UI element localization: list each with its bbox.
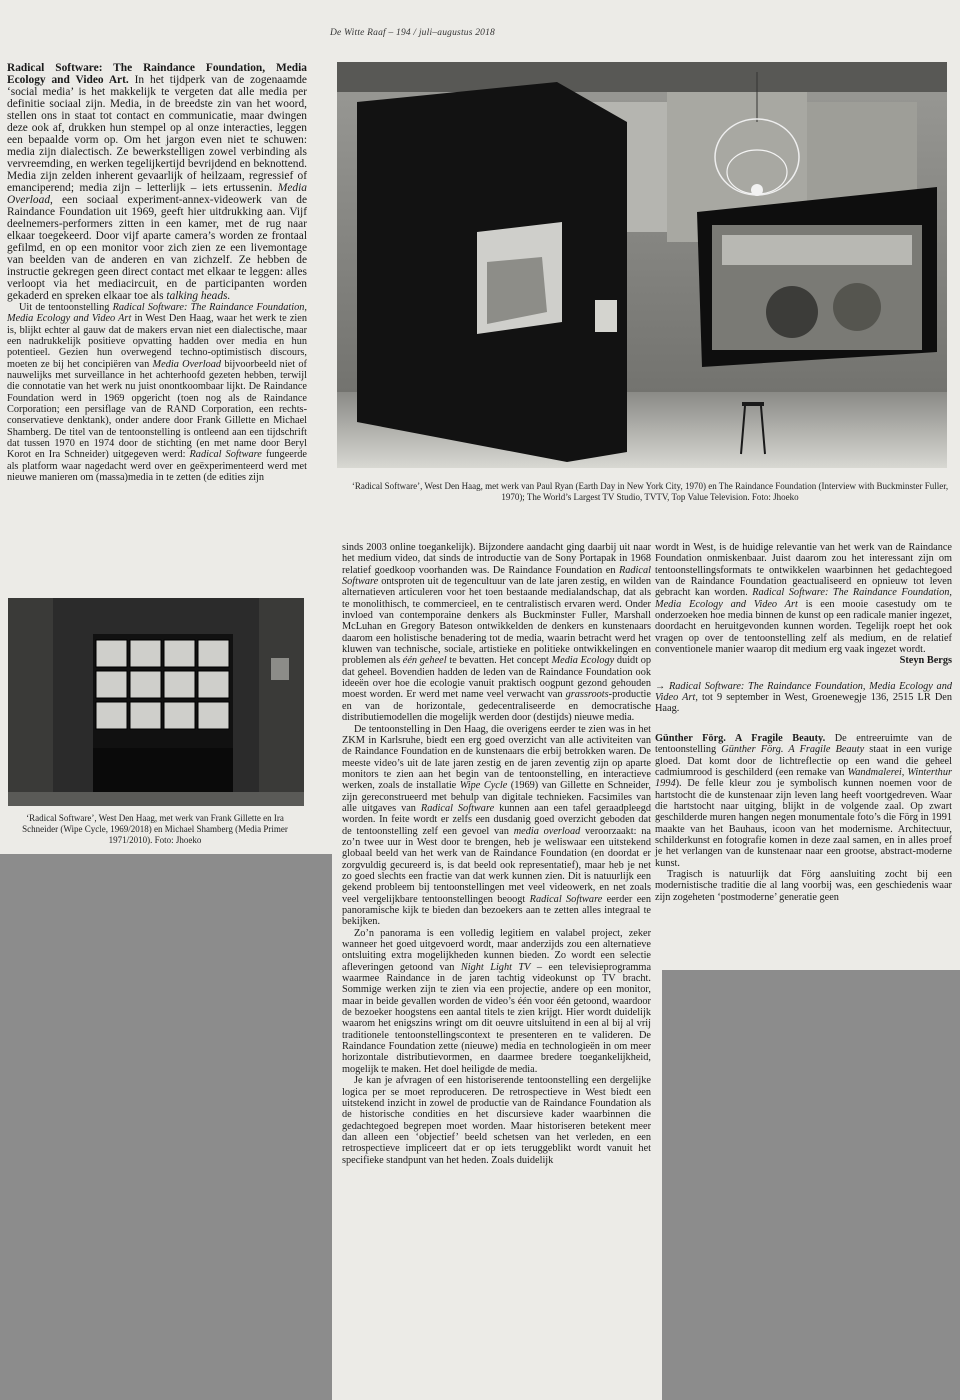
article-paragraph: Uit de tentoonstelling Radical Software: The Raindance Foundation, Media Ecology and Video Art in West Den Haag, waar het werk te zien is, blijkt echter al gauw dat de makers ervan niet een dialectische, maar een nadrukkelijk positieve opvatting hadden over media en hun potentieel. Gezien hun overwegend techno-optimistisch discours, moeten ze bij het concipiëren van Media Overload bijvoorbeeld niet of nauwelijks met surveillance in het achterhoofd gezeten hebben, terwijl die connotatie van het werk nu juist onontkoombaar lijkt. De Raindance Foundation werd in 1969 opgericht (toen nog als de Raindance Corporation; een persiflage van de RAND Corporation, een rechts-conservatieve denktank), onder andere door Frank Gillette en Michael Shamberg. De titel van de tentoonstelling is ontleend aan een tijdschrift dat tussen 1970 en 1974 door de stichting (en met name door Beryl Korot en Ira Schneider) uitgegeven werd: Radical Software fungeerde als platform waar nagedacht werd over en geëxperimenteerd werd met nieuwe manieren om (massa)media in te zetten (de edities zijn xyxy=(7,302,307,484)
article-column-1 xyxy=(7,62,307,484)
exhibition-room-image xyxy=(337,62,947,468)
article-paragraph: Je kan je afvragen of een historiserende tentoonstelling een dergelijke logica per se moet reproduceren. De retrospectieve in West biedt een uitstekend inzicht in zowel de productie van de Raindance Foundation als de historische condities en het discursieve kader waarbinnen die gedachtegoed begrepen moet worden. Maar historiseren betekent meer dan alleen een ‘objectief’ beeld schetsen van het verleden, en een retrospectieve impliceert dat er op iets teruggeblikt wordt vanuit het specifieke standpunt van het heden. Zoals duidelijk xyxy=(342,1075,651,1166)
second-article-title: Günther Förg. A Fragile Beauty. xyxy=(655,732,826,744)
article-paragraph: De tentoonstelling in Den Haag, die overigens eerder te zien was in het ZKM in Karlsruhe, biedt een erg goed overzicht van alle activiteiten van de Raindance Foundation en de kunstenaars die erbij betrokken waren. De meeste video’s uit de late jaren zestig en de jaren zeventig zijn op aparte monitors te zien aan het begin van de tentoonstelling, en interactieve werken, zoals de installatie Wipe Cycle (1969) van Gillette en Schneider, zijn gereconstrueerd met behulp van digitale technieken. Facsimiles van alle uitgaves van Radical Software kunnen aan een tafel geraadpleegd worden. In feite wordt er zelfs een dusdanig goed overzicht geboden dat de tentoonstelling zelf een gevoel van media overload veroorzaakt: na zo’n twee uur in West door te brengen, heb je weliswaar een uitstekend globaal beeld van het werk van de Raindance Foundation (en doordat er zorgvuldig gecureerd is, is dat beeld ook representatief), maar heb je net zo goed slechts een fractie van dat werk kunnen zien. Dit is natuurlijk een gekend probleem bij tentoonstellingen met veel videowerk, en net zoals veel vergelijkbare tentoonstellingen beoogt Radical Software eerder een panoramische kijk te bieden dan bezoekers aan te zetten alles integraal te bekijken. xyxy=(342,723,651,928)
photo-caption-small: ‘Radical Software’, West Den Haag, met werk van Frank Gillette en Ira Schneider (Wipe Cycle, 1969/2018) en Michael Shamberg (Media Primer 1971/2010). Foto: Jhoeko xyxy=(22,813,288,845)
article-paragraph: Tragisch is natuurlijk dat Förg aansluiting zocht bij een modernistische traditie die al lang voorbij was, een geschiedenis waar zijn zogeheten ‘postmoderne’ generatie geen xyxy=(655,868,952,903)
article-column-2 xyxy=(342,542,651,1166)
lead-text: In het tijdperk van de zogenaamde ‘social media’ is het makkelijk te vergeten dat alle media per definitie sociaal zijn. Media, in de breedste zin van het woord, stellen ons in staat tot contact en communicatie, maar dwingen deze ook af, drukken hun stempel op al onze interacties, leggen een bepaalde vorm op. Om het jargon even niet te schuwen: media zijn dialectisch. Ze bewerkstelligen zowel verbinding als vervreemding, en werken tegelijkertijd bevrijdend en beknottend. Media zijn zelden inherent gevaarlijk of heilzaam, regressief of emanciperend; media zijn – letterlijk – iets ertussenin. xyxy=(7,74,307,194)
article-paragraph: sinds 2003 online toegankelijk). Bijzondere aandacht ging daarbij uit naar het medium video, dat sinds de introductie van de Sony Portapak in 1968 relatief goedkoop voorhanden was. De Raindance Foundation en Radical Software ontsproten uit de tegencultuur van de late jaren zestig, en wilden alternatieven articuleren voor het toen bestaande medialandschap, dat als te monolithisch, te commercieel, en te centralistisch ervaren werd. Onder invloed van contemporaine denkers als Buckminster Fuller, Marshall McLuhan en Gregory Bateson ontwikkelden de denkers en kunstenaars daarom een holistische benadering tot de media, waarin betracht werd het kluwen van technische, sociale, artistieke en politieke ontwikkelingen en problemen als één geheel te bevatten. Het concept Media Ecology duidt op dat geheel. Bovendien hadden de leden van de Raindance Foundation ook ideeën over hoe die ecologie vanuit praktisch oogpunt gezond gehouden moest worden. Er werd met name veel verwacht van grassroots-productie en van de horizontale, gedecentraliseerde en democratische distributiemodellen die mogelijk werden door (destijds) nieuwe media. xyxy=(342,542,651,724)
lead-text-2: , een sociaal experiment-annex-videowerk van de Raindance Foundation uit 1969, geeft hier uitdrukking aan. Vijf deelnemers-performers zitten in een kamer, met de rug naar elkaar toegekeerd. Door vijf aparte camera’s worden ze frontaal gefilmd, en op een monitor voor zich zien ze een livemontage van beelden van de anderen en van zichzelf. Ze hebben de instructie gekregen geen direct contact met elkaar te leggen: alles verloopt via het mediacircuit, en de participanten worden gekaderd en spreken elkaar toe als xyxy=(7,194,307,302)
article-lead-paragraph xyxy=(7,62,307,302)
second-article-lead: Günther Förg. A Fragile Beauty. De entreeruimte van de tentoonstelling Günther Förg. A Fragile Beauty staat in een vurige gloed. Dat komt door de lichtreflectie op een wand die geheel cadmiumrood is geschilderd (een remake van Wandmalerei, Winterthur 1994). De felle kleur zou je symbolisch kunnen noemen voor de hartstocht die de kunstenaar zijn leven lang heeft voortgedreven. Waar die hartstocht naar uitging, blijkt in de volgende zaal. Op zwart geschilderde muren hangen negen monumentale foto’s die Förg in 1991 maakte van het Bauhaus, icoon van het modernisme. Architectuur, schilderkunst en fotografie komen in deze zaal samen, en in alles proef je het verlangen van de kunstenaar naar een grootse, abstract-moderne kunst. xyxy=(655,732,953,869)
author-signature: Steyn Bergs xyxy=(899,655,952,667)
photo-caption-main: ‘Radical Software’, West Den Haag, met werk van Paul Ryan (Earth Day in New York City, 1970) en The Raindance Foundation (Interview with Buckminster Fuller, 1970); The World’s Largest TV Studio, TVTV, Top Value Television. Foto: Jhoeko xyxy=(351,481,949,502)
monitor-wall-image xyxy=(8,598,304,806)
exhibition-photo-main xyxy=(337,62,947,468)
article-title: Radical Software: The Raindance Foundation, Media Ecology and Video Art. xyxy=(7,62,307,86)
exhibition-info: → Radical Software: The Raindance Foundation, Media Ecology and Video Art, tot 9 september in West, Groenewegje 136, 2515 LR Den Haag. xyxy=(655,680,953,715)
article-paragraph: wordt in West, is de huidige relevantie van het werk van de Raindance Foundation onmiskenbaar. Juist daarom zou het interessant zijn om tentoonstellingsformats te ontwikkelen waarbinnen het gedachtegoed van de Raindance Foundation geactualiseerd en opnieuw tot leven gebracht kan worden. Radical Software: The Raindance Foundation, Media Ecology and Video Art is een mooie casestudy om te onderzoeken hoe media binnen de kunst op een radicale manier ingezet, doordacht en heruitgevonden kunnen worden. Tegelijk roept het ook vragen op over de tentoonstelling zelf als medium, en de relatief conventionele manier waarop dit medium erg vaak ingezet wordt. xyxy=(655,542,952,656)
lead-em-2: talking heads. xyxy=(166,290,231,302)
exhibition-photo-small xyxy=(8,598,304,806)
article-column-3 xyxy=(655,542,952,903)
lead-em: Media Overload xyxy=(7,182,307,206)
article-paragraph: Zo’n panorama is een volledig legitiem en valabel project, zeker wanneer het goed uitgevoerd wordt, maar anderzijds zou een alternatieve ontsluiting extra mogelijkheden kunnen bieden. Zo wordt een selectie afleveringen getoond van Night Light TV – een televisieprogramma waarmee Raindance in de jaren tachtig videokunst op TV bracht. Sommige werken zijn te zien via een projectie, andere op een monitor, maar in beide gevallen worden de video’s één voor één getoond, waardoor de bezoeker hoogstens een aantal titels te zien krijgt. Hier wordt duidelijk waarom het enigszins wringt om dit oeuvre uitsluitend in een al bij al vrij traditionele tentoonstellingscontext te presenteren en te valideren. De Raindance Foundation zette (nieuwe) media en technologieën in om meer horizontale distributievormen, en daarmee bredere toegankelijkheid, mogelijk te maken. Het doel heiligde de media. xyxy=(342,927,652,1075)
running-header: De Witte Raaf – 194 / juli–augustus 2018 xyxy=(330,28,496,38)
